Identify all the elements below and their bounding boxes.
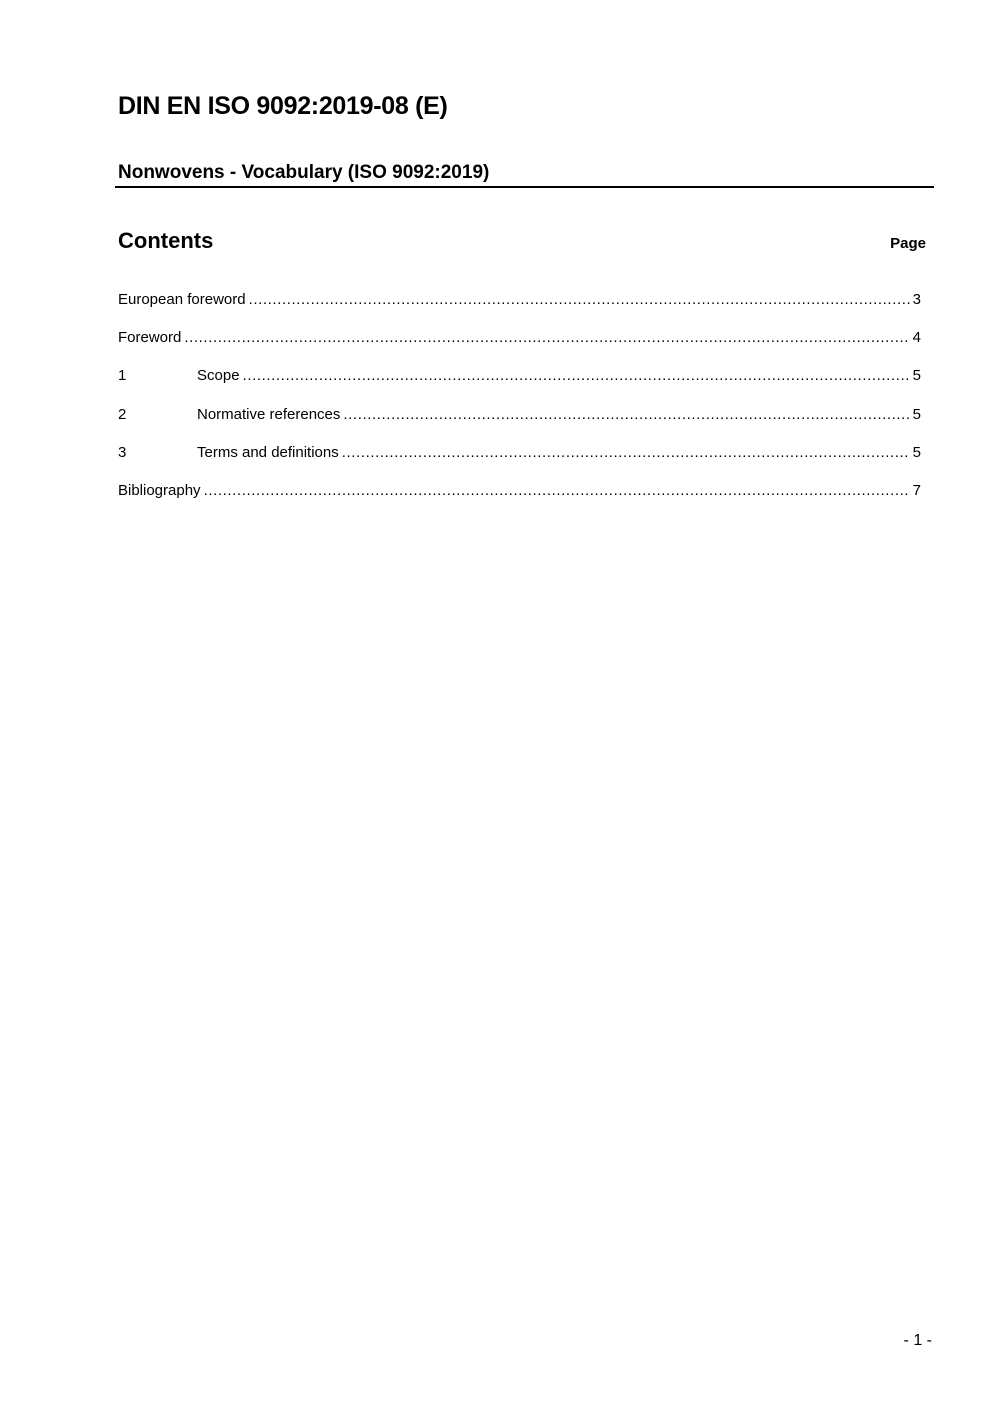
toc-entry-normative-references[interactable] [118,406,921,444]
toc-entry-page: 3 [912,291,921,308]
toc-entry-title: Normative references [197,405,341,423]
toc-dot-leader [342,444,910,461]
toc-dot-leader [249,291,910,308]
toc-entry-page: 5 [912,367,921,385]
page-number: - 1 - [903,1332,932,1349]
toc-entry-page: 7 [912,481,921,499]
toc-entry-number: 2 [118,405,127,423]
table-of-contents [118,291,921,520]
page-column-label: Page [890,235,926,252]
toc-entry-page: 4 [912,329,921,347]
toc-entry-title: European foreword [118,291,246,308]
toc-entry-title: Terms and definitions [197,443,339,461]
toc-entry-scope[interactable] [118,367,921,405]
toc-entry-bibliography[interactable] [118,482,921,520]
toc-entry-foreword[interactable] [118,329,921,367]
toc-entry-title: Bibliography [118,481,201,499]
toc-entry-european-foreword[interactable] [118,291,921,329]
toc-entry-number: 1 [118,367,127,385]
toc-entry-page: 5 [912,443,921,461]
toc-entry-terms-and-definitions[interactable] [118,444,921,482]
toc-dot-leader [243,367,910,384]
toc-entry-page: 5 [912,405,921,423]
toc-entry-number: 3 [118,443,127,461]
contents-heading: Contents [118,228,214,253]
toc-dot-leader [343,406,909,423]
toc-dot-leader [184,329,909,346]
document-subtitle: Nonwovens - Vocabulary (ISO 9092:2019) [118,162,490,183]
toc-entry-title: Scope [197,367,240,385]
document-title: DIN EN ISO 9092:2019-08 (E) [118,92,448,120]
subtitle-divider [115,186,934,188]
toc-entry-title: Foreword [118,329,182,347]
toc-dot-leader [204,482,910,499]
